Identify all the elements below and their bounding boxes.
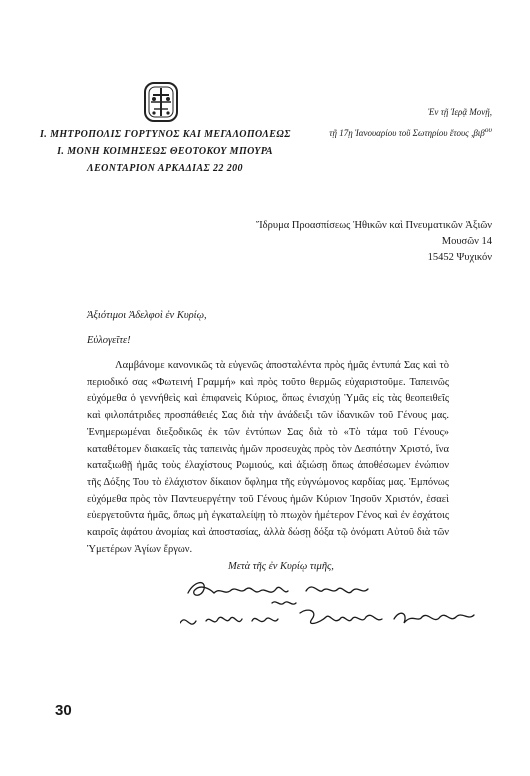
date-line: τῇ 17ῃ Ἰανουαρίου τοῦ Σωτηρίου ἔτους ,βιβ$^{o\upsilon}$ (329, 125, 492, 138)
sender-line-1: Ι. ΜΗΤΡΟΠΟΛΙΣ ΓΟΡΤΥΝΟΣ ΚΑΙ ΜΕΓΑΛΟΠΟΛΕΩΣ (40, 129, 291, 140)
recipient-line-2: Μουσῶν 14 (441, 236, 492, 247)
page-number: 30 (55, 702, 72, 719)
place-line: Ἐν τῇ Ἱερᾷ Μονῇ, (428, 107, 492, 117)
sender-line-2: Ι. ΜΟΝΗ ΚΟΙΜΗΣΕΩΣ ΘΕΟΤΟΚΟΥ ΜΠΟΥΡΑ (57, 146, 273, 157)
recipient-line-3: 15452 Ψυχικόν (427, 252, 492, 263)
letter-body: Λαμβάνομε κανονικῶς τὰ εὐγενῶς ἀποσταλέντα πρὸς ἡμᾶς ἐντυπά Σας καὶ τὸ περιοδικό σας «Φωτεινή Γραμμή» καὶ πρὸς τοῦτο θερμῶς εὐχαριστοῦμε. Ταπεινῶς εὐχόμεθα ὁ γεννήθεὶς καὶ ἐπιφανεὶς Κύριος, ὅπως ἐνισχύῃ Ὑμᾶς εἰς τὰς θεοπειθεῖς καὶ φιλοπάτριδες προσπάθειές Σας διὰ τὴν ἀνάδειξι τῶν ἰδανικῶν τοῦ Γένους μας. Ἐνημερωμέναι διεξοδικῶς ἐκ τῶν ἐντύπων Σας διὰ τὸ «Τὸ τάμα τοῦ Γένους» καταθέτομεν διακαεῖς τὰς ταπεινὰς ἡμῶν προσευχὰς πρὸς τὸν Δεσπότην Χριστό, ἵνα καταξιωθῇ ἡμᾶς τοὺς ἐλαχίστους Ρωμιούς, καὶ ἀξιώσῃ ὅπως ἀποθέσωμεν ἐνώπιον τῆς Δόξης Του τὸ ἐλάχιστον δίκαιον ὄφλημα τῆς εὐγνώμονος καρδίας μας. Ἐμπόνως εὐχόμεθα πρὸς τὸν Παντευεργέτην τοῦ Γένους ἡμῶν Κύριον Ἰησοῦν Χριστόν, ἐσαεὶ εὐεργετοῦντα ἡμᾶς, ὅπως μὴ ἐγκαταλείψῃ τὸ πτωχὸν ἡμέτερον Γένος καὶ ἐν ἐσχάτοις καιροῖς ἀφάτου ἀνομίας καὶ ἀποστασίας, ἀλλὰ δώσῃ δόξα τῷ ὀνόματι Αὐτοῦ διὰ τῶν Ὑμετέρων Ἁγίων ἔργων. (87, 360, 449, 555)
handwritten-signature (180, 573, 480, 643)
recipient-line-1: Ἵδρυμα Προασπίσεως Ἠθικῶν καὶ Πνευματικῶν Ἀξιῶν (256, 220, 492, 231)
recipient-address-block (192, 218, 492, 266)
salutation: Ἀξιότιμοι Ἀδελφοὶ ἐν Κυρίῳ, (87, 310, 207, 321)
sender-address-block (40, 126, 290, 177)
sender-line-3: ΛΕΟΝΤΑΡΙΟΝ ΑΡΚΑΔΙΑΣ 22 200 (87, 163, 243, 174)
closing-line: Μετὰ τῆς ἐν Κυρίῳ τιμῆς, (228, 561, 334, 572)
blessing: Εὐλογεῖτε! (87, 335, 131, 346)
monastery-seal-icon (138, 80, 184, 124)
place-date-block (272, 104, 492, 142)
